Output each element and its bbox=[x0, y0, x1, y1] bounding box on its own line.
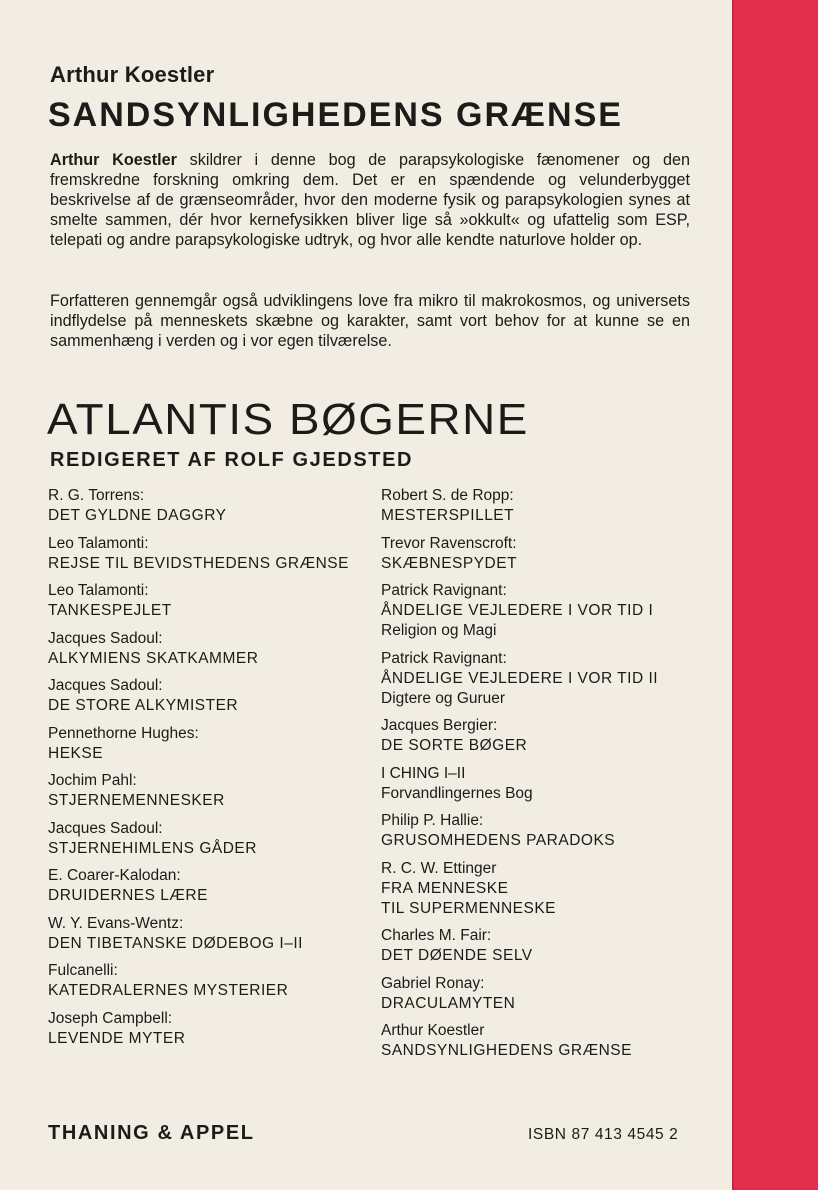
series-entry bbox=[381, 764, 721, 804]
entry-title: ÅNDELIGE VEJLEDERE I VOR TID I bbox=[381, 602, 654, 619]
description-author-name: Arthur Koestler bbox=[50, 151, 177, 169]
series-entry bbox=[48, 866, 368, 906]
entry-author: I CHING I–II bbox=[381, 764, 466, 782]
isbn-number: ISBN 87 413 4545 2 bbox=[528, 1126, 679, 1143]
entry-title: KATEDRALERNES MYSTERIER bbox=[48, 982, 289, 999]
series-entry bbox=[48, 961, 368, 1001]
series-entry bbox=[381, 1021, 721, 1061]
series-entry bbox=[381, 534, 721, 574]
series-list-right bbox=[381, 486, 721, 1069]
series-entry bbox=[48, 724, 368, 764]
entry-author: Arthur Koestler bbox=[381, 1022, 485, 1039]
description-paragraph-1 bbox=[50, 150, 690, 250]
entry-author: W. Y. Evans-Wentz: bbox=[48, 914, 184, 932]
series-entry bbox=[381, 974, 721, 1014]
series-entry bbox=[48, 771, 368, 811]
series-entry bbox=[48, 1009, 368, 1049]
entry-author: Jochim Pahl: bbox=[48, 772, 137, 789]
series-entry bbox=[48, 534, 368, 574]
entry-author: Leo Talamonti: bbox=[48, 582, 149, 599]
series-entry bbox=[381, 811, 721, 851]
entry-title: DRACULAMYTEN bbox=[381, 994, 516, 1012]
series-editor: REDIGERET AF ROLF GJEDSTED bbox=[50, 449, 414, 471]
series-entry bbox=[381, 716, 721, 756]
entry-title: FRA MENNESKE bbox=[381, 879, 509, 897]
series-entry bbox=[48, 914, 368, 954]
entry-subtitle: Digtere og Guruer bbox=[381, 689, 506, 707]
series-entry bbox=[381, 486, 721, 526]
entry-title-continued: TIL SUPERMENNESKE bbox=[381, 899, 557, 917]
entry-author: Jacques Bergier: bbox=[381, 717, 498, 734]
description-paragraph-2: Forfatteren gennemgår også udviklingens love fra mikro til makrokosmos, og universets indflydelse på menneskets skæbne og karakter, samt vort behov for at kunne se en sammenhæng i verden og i vor egen tilværelse. bbox=[50, 292, 690, 350]
series-entry bbox=[48, 819, 368, 859]
series-entry bbox=[381, 859, 721, 919]
book-title: SANDSYNLIGHEDENS GRÆNSE bbox=[48, 96, 623, 134]
book-author: Arthur Koestler bbox=[50, 62, 215, 87]
entry-author: E. Coarer-Kalodan: bbox=[48, 867, 181, 884]
entry-author: Jacques Sadoul: bbox=[48, 629, 163, 647]
series-entry bbox=[381, 926, 721, 966]
entry-title: LEVENDE MYTER bbox=[48, 1029, 186, 1047]
series-entry bbox=[381, 649, 721, 709]
entry-author: Patrick Ravignant: bbox=[381, 582, 507, 599]
entry-author: Jacques Sadoul: bbox=[48, 819, 163, 837]
entry-author: Fulcanelli: bbox=[48, 962, 118, 979]
entry-author: Joseph Campbell: bbox=[48, 1009, 173, 1027]
series-entry bbox=[48, 629, 368, 669]
entry-title: ALKYMIENS SKATKAMMER bbox=[48, 649, 259, 667]
entry-title: DET DØENDE SELV bbox=[381, 947, 533, 964]
entry-title: DET GYLDNE DAGGRY bbox=[48, 507, 227, 524]
publisher-name: THANING & APPEL bbox=[48, 1122, 255, 1144]
entry-title: DE SORTE BØGER bbox=[381, 737, 528, 754]
series-list-left bbox=[48, 486, 368, 1056]
entry-title: STJERNEHIMLENS GÅDER bbox=[48, 839, 257, 857]
series-entry bbox=[48, 676, 368, 716]
series-entry bbox=[381, 581, 721, 641]
entry-title: TANKESPEJLET bbox=[48, 602, 172, 619]
entry-author: Jacques Sadoul: bbox=[48, 677, 163, 694]
entry-author: R. G. Torrens: bbox=[48, 487, 145, 504]
series-entry bbox=[48, 486, 368, 526]
entry-title: GRUSOMHEDENS PARADOKS bbox=[381, 832, 616, 849]
entry-title: HEKSE bbox=[48, 744, 104, 762]
entry-author: Philip P. Hallie: bbox=[381, 812, 484, 829]
series-title: ATLANTIS BØGERNE bbox=[47, 395, 529, 444]
entry-title: DEN TIBETANSKE DØDEBOG I–II bbox=[48, 934, 303, 952]
entry-subtitle: Religion og Magi bbox=[381, 622, 497, 639]
entry-title: ÅNDELIGE VEJLEDERE I VOR TID II bbox=[381, 669, 659, 687]
entry-title: SANDSYNLIGHEDENS GRÆNSE bbox=[381, 1042, 632, 1059]
series-entry bbox=[48, 581, 368, 621]
entry-subtitle: Forvandlingernes Bog bbox=[381, 784, 533, 802]
description-text: skildrer i denne bog de parapsykologiske fænomener og den fremskredne forskning omkring dem. Det er en spændende og velunderbygget beskrivelse af de grænseområder, hvor den moderne fysik og parapsykologien synes at smelte sammen, dér hvor kernefysikken bliver lige så »okkult« og ufattelig som ESP, telepati og andre parapsykologiske udtryk, og hvor alle kendte naturlove holder op. bbox=[50, 151, 690, 249]
entry-author: Patrick Ravignant: bbox=[381, 649, 507, 667]
entry-author: Leo Talamonti: bbox=[48, 534, 149, 552]
entry-title: REJSE TIL BEVIDSTHEDENS GRÆNSE bbox=[48, 554, 349, 572]
entry-author: Pennethorne Hughes: bbox=[48, 724, 199, 742]
entry-author: Trevor Ravenscroft: bbox=[381, 534, 517, 552]
red-spine-strip bbox=[732, 0, 818, 1190]
entry-author: Robert S. de Ropp: bbox=[381, 487, 514, 504]
entry-title: STJERNEMENNESKER bbox=[48, 792, 225, 809]
entry-author: R. C. W. Ettinger bbox=[381, 859, 497, 877]
entry-title: SKÆBNESPYDET bbox=[381, 554, 518, 572]
entry-author: Gabriel Ronay: bbox=[381, 974, 485, 992]
entry-title: MESTERSPILLET bbox=[381, 507, 515, 524]
entry-title: DE STORE ALKYMISTER bbox=[48, 697, 239, 714]
entry-author: Charles M. Fair: bbox=[381, 927, 492, 944]
entry-title: DRUIDERNES LÆRE bbox=[48, 887, 208, 904]
